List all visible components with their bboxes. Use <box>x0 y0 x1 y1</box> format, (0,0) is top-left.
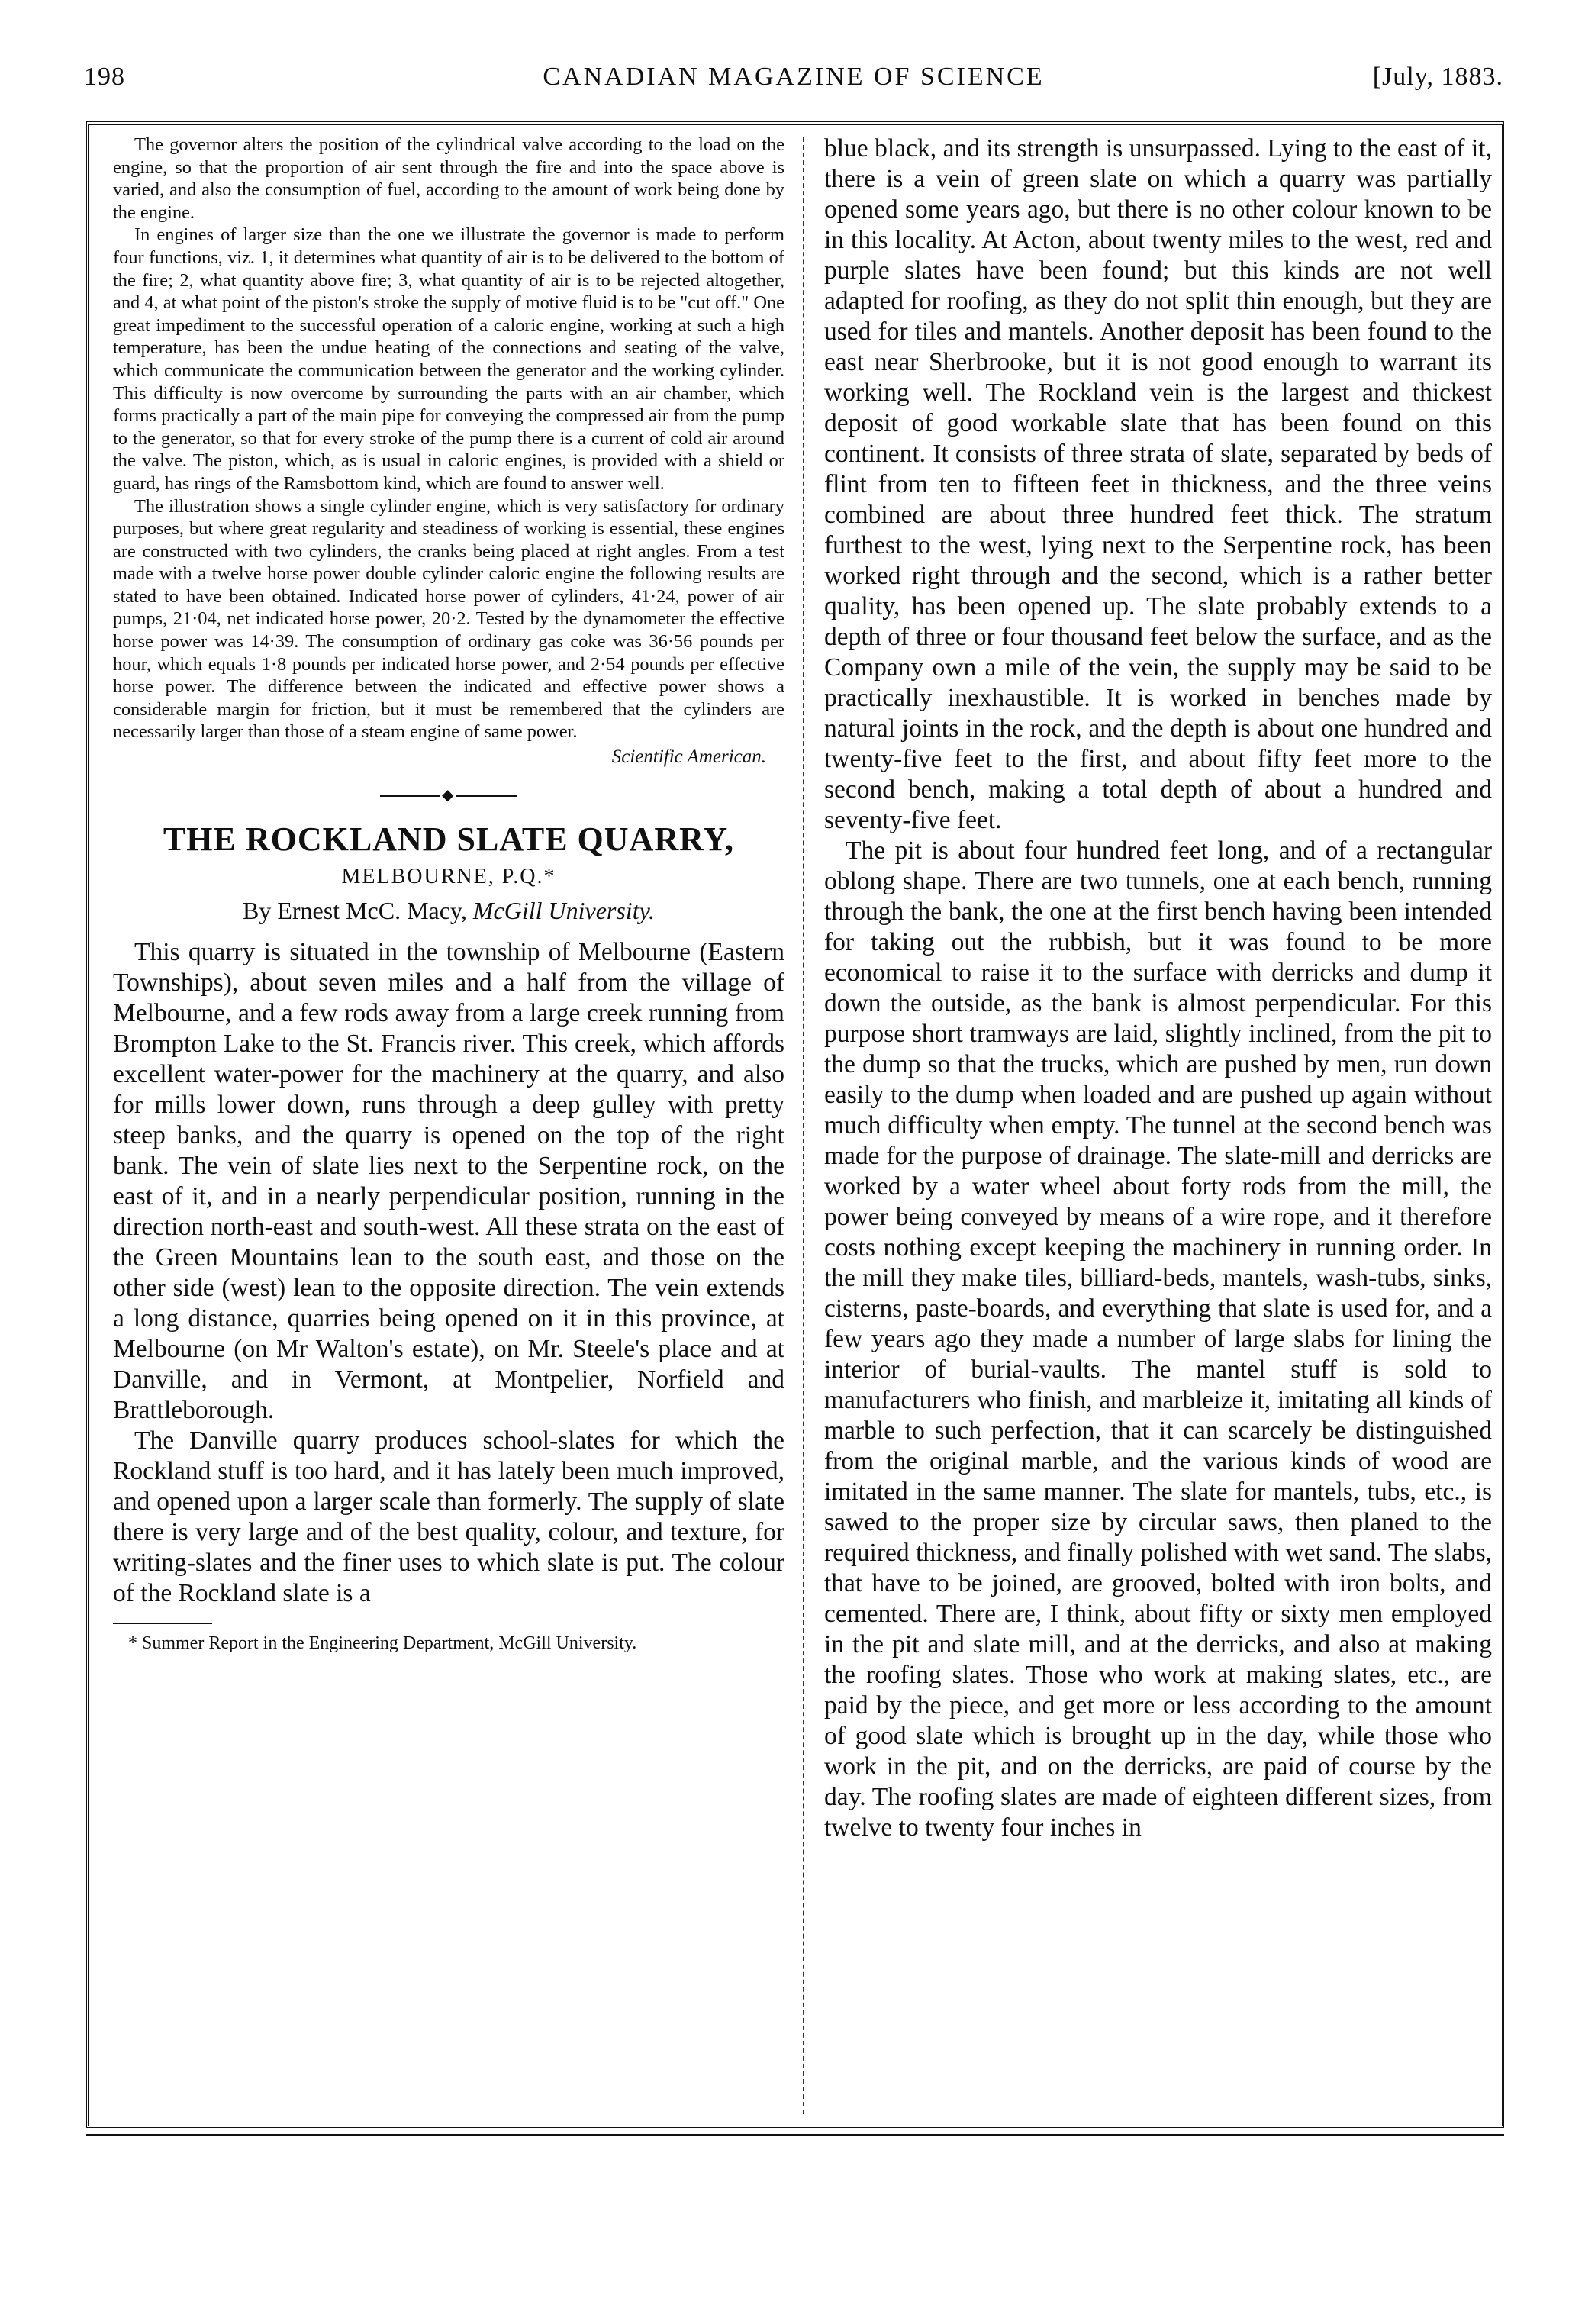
article-paragraph: This quarry is situated in the township of Melbourne (Eastern Townships), about seven miles and a half from the village of Melbourne, and a few rods away from a large creek running from Brompton Lake to the St. Francis river. This creek, which affords excellent water-power for the machinery at the quarry, and also for mills lower down, runs through a deep gulley with pretty steep banks, and the quarry is opened on the top of the right bank. The vein of slate lies next to the Serpentine rock, on the east of it, and in a nearly perpendicular position, running in the direction north-east and south-west. All these strata on the east of the Green Mountains lean to the south east, and those on the other side (west) lean to the opposite direction. The vein extends a long distance, quarries being opened on it in this province, at Melbourne (on Mr Walton's estate), on Mr. Steele's place and at Danville, and in Vermont, at Montpelier, Norfield and Brattleborough. <box>113 938 784 1425</box>
article-paragraph: blue black, and its strength is unsurpassed. Lying to the east of it, there is a vein of green slate on which a quarry was partially opened some years ago, but there is no other colour known to be in this locality. At Acton, about twenty miles to the west, red and purple slates have been found; but this kinds are not well adapted for roofing, as they do not split thin enough, but they are used for tiles and mantels. Another deposit has been found to the east near Sherbrooke, but it is not good enough to warrant its working well. The Rockland vein is the largest and thickest deposit of good workable slate that has been found on this continent. It consists of three strata of slate, separated by beds of flint from ten to fifteen feet in thickness, and the three veins combined are about three hundred feet thick. The stratum furthest to the west, lying next to the Serpentine rock, has been worked right through and the second, which is a rather better quality, has been opened up. The slate probably extends to a depth of three or four thousand feet below the surface, and as the Company own a mile of the vein, the supply may be said to be practically inexhaustible. It is worked in benches made by natural joints in the rock, and the depth is about one hundred and twenty-five feet to the first, and about fifty feet more to the second bench, making a total depth of about a hundred and seventy-five feet. <box>824 134 1492 834</box>
footnote: * Summer Report in the Engineering Department, McGill University. <box>128 1633 637 1654</box>
governor-paragraph: In engines of larger size than the one we illustrate the governor is made to perform four functions, viz. 1, it determines what quantity of air is to be delivered to the bottom of the fire; 2, what quantity above fire; 3, what quantity of air is to be rejected altogether, and 4, at what point of the piston's stroke the supply of motive fluid is to be "cut off." One great impediment to the successful operation of a caloric engine, working at such a high temperature, has been the undue heating of the connections and seating of the valve, which communicate the communication between the generator and the working cylinder. This difficulty is now overcome by surrounding the parts with an air chamber, which forms practically a part of the main pipe for conveying the compressed air from the pump to the generator, so that for every stroke of the pump there is a current of cold air around the valve. The piston, which, as is usual in caloric engines, is provided with a shield or guard, has rings of the Ramsbottom kind, which are found to answer well. <box>113 224 784 494</box>
author-name: By Ernest McC. Macy, <box>242 897 467 925</box>
author-affiliation: McGill University. <box>472 897 656 925</box>
issue-date: [July, 1883. <box>1372 63 1503 91</box>
section-ornament <box>380 795 517 797</box>
page-number: 198 <box>84 63 125 91</box>
governor-paragraph: The illustration shows a single cylinder engine, which is very satisfactory for ordinary purposes, but where great regularity and steadiness of working is essential, these engines are constructed with two cylinders, the cranks being placed at right angles. From a test made with a twelve horse power double cylinder caloric engine the following results are stated to have been obtained. Indicated horse power of cylinders, 41·24, power of air pumps, 21·04, net indicated horse power, 20·2. Tested by the dynamometer the effective horse power was 14·39. The consumption of ordinary gas coke was 36·56 pounds per hour, which equals 1·8 pounds per indicated horse power, and 2·54 pounds per effective horse power. The difference between the indicated and effective power shows a considerable margin for friction, but it must be remembered that the cylinders are necessarily larger than those of a steam engine of same power. <box>113 495 784 743</box>
column-divider <box>803 137 804 2114</box>
magazine-title: CANADIAN MAGAZINE OF SCIENCE <box>543 63 1045 91</box>
footnote-rule <box>113 1623 212 1624</box>
right-column <box>824 134 1492 1843</box>
running-header <box>84 63 1503 108</box>
source-credit: Scientific American. <box>611 746 766 768</box>
article-paragraph: The Danville quarry produces school-slates for which the Rockland stuff is too hard, and it has lately been much improved, and opened upon a larger scale than formerly. The supply of slate there is very large and of the best quality, colour, and texture, for writing-slates and the finer uses to which slate is put. The colour of the Rockland slate is a <box>113 1426 784 1608</box>
bottom-rule <box>86 2134 1504 2136</box>
governor-paragraph: The governor alters the position of the cylindrical valve according to the load on the engine, so that the proportion of air sent through the fire and into the space above is varied, and also the consumption of fuel, according to the amount of work being done by the engine. <box>113 134 784 223</box>
article-paragraph: The pit is about four hundred feet long, and of a rectangular oblong shape. There are two tunnels, one at each bench, running through the bank, the one at the first bench having been intended for taking out the rubbish, but it was found to be more economical to raise it to the surface with derricks and dump it down the outside, as the bank is almost perpendicular. For this purpose short tramways are laid, slightly inclined, from the pit to the dump so that the trucks, which are pushed by men, run down easily to the dump when loaded and are pushed up again without much difficulty when empty. The tunnel at the second bench was made for the purpose of drainage. The slate-mill and derricks are worked by a water wheel about forty rods from the mill, the power being conveyed by means of a wire rope, and it therefore costs nothing except keeping the machinery in running order. In the mill they make tiles, billiard-beds, mantels, wash-tubs, sinks, cisterns, paste-boards, and everything that slate is used for, and a few years ago they made a number of large slabs for lining the interior of burial-vaults. The mantel stuff is sold to manufacturers who finish, and marbleize it, imitating all kinds of marble to such perfection, that it can scarcely be distinguished from the original marble, and the various kinds of wood are imitated in the same manner. The slate for mantels, tubs, etc., is sawed to the proper size by circular saws, then planed to the required thickness, and finally polished with wet sand. The slabs, that have to be joined, are grooved, bolted with iron bolts, and cemented. There are, I think, about fifty or sixty men employed in the pit and slate mill, and at the derricks, and also at making the roofing slates. Those who work at making slates, etc., are paid by the piece, and get more or less according to the amount of good slate which is brought up in the day, while those who work in the pit, and on the derricks, are paid of course by the day. The roofing slates are made of eighteen different sizes, from twelve to twenty four inches in <box>824 836 1492 1842</box>
article-title: THE ROCKLAND SLATE QUARRY, <box>163 820 735 859</box>
article-byline <box>113 897 784 925</box>
left-column <box>113 134 784 1655</box>
article-location: MELBOURNE, P.Q.* <box>341 865 556 889</box>
